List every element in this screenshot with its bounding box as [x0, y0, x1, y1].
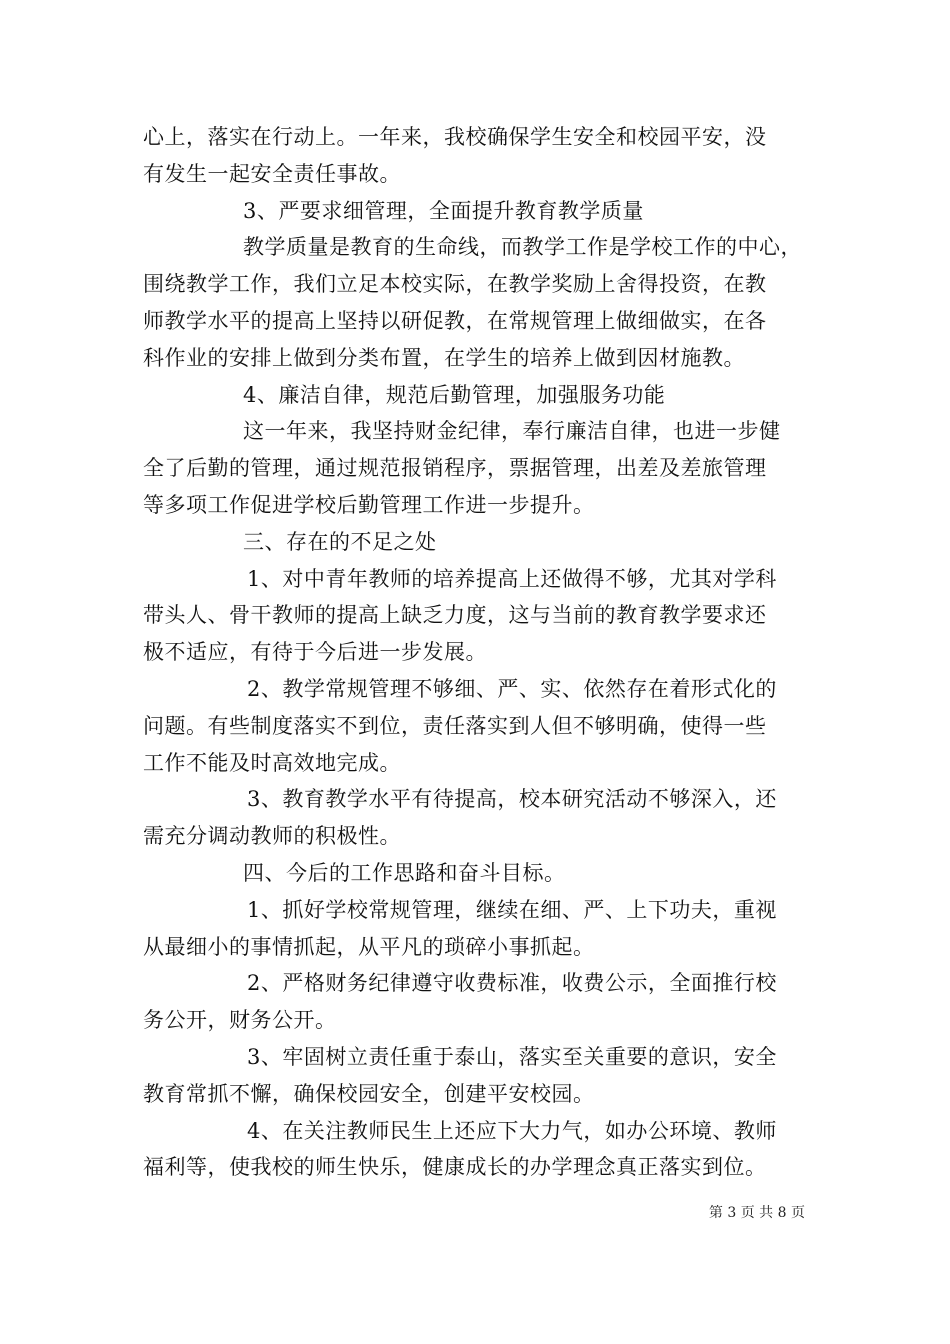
paragraph-line: 极不适应，有待于今后进一步发展。	[143, 640, 487, 665]
paragraph-line: 教育常抓不懈，确保校园安全，创建平安校园。	[143, 1081, 595, 1106]
paragraph-line: 需充分调动教师的积极性。	[143, 824, 401, 849]
paragraph-line: 围绕教学工作，我们立足本校实际，在教学奖励上舍得投资，在教	[143, 272, 767, 297]
paragraph-line: 工作不能及时高效地完成。	[143, 750, 401, 775]
section-heading: 3、严要求细管理，全面提升教育教学质量	[243, 198, 644, 223]
paragraph-line: 1、抓好学校常规管理，继续在细、严、上下功夫，重视	[247, 897, 777, 922]
section-heading: 4、廉洁自律，规范后勤管理，加强服务功能	[243, 382, 666, 407]
paragraph-line: 师教学水平的提高上坚持以研促教，在常规管理上做细做实，在各	[143, 308, 767, 333]
paragraph-line: 3、教育教学水平有待提高，校本研究活动不够深入，还	[247, 787, 777, 812]
paragraph-line: 等多项工作促进学校后勤管理工作进一步提升。	[143, 492, 595, 517]
paragraph-line: 全了后勤的管理，通过规范报销程序，票据管理，出差及差旅管理	[143, 456, 767, 481]
paragraph-line: 2、严格财务纪律遵守收费标准，收费公示，全面推行校	[247, 971, 777, 996]
paragraph-line: 务公开，财务公开。	[143, 1008, 337, 1033]
document-body	[143, 119, 813, 1186]
paragraph-line: 2、教学常规管理不够细、严、实、依然存在着形式化的	[247, 676, 777, 701]
paragraph-line: 1、对中青年教师的培养提高上还做得不够，尤其对学科	[247, 566, 777, 591]
section-heading: 三、存在的不足之处	[243, 529, 437, 554]
page-number-footer: 第 3 页 共 8 页	[708, 1205, 805, 1221]
paragraph-line: 问题。有些制度落实不到位，责任落实到人但不够明确，使得一些	[143, 713, 767, 738]
paragraph-line: 4、在关注教师民生上还应下大力气，如办公环境、教师	[247, 1118, 777, 1143]
paragraph-line: 从最细小的事情抓起，从平凡的琐碎小事抓起。	[143, 934, 595, 959]
text-line: 心上，落实在行动上。一年来，我校确保学生安全和校园平安，没	[143, 125, 767, 149]
paragraph-line: 福利等，使我校的师生快乐，健康成长的办学理念真正落实到位。	[143, 1155, 767, 1180]
paragraph-line: 这一年来，我坚持财金纪律，奉行廉洁自律，也进一步健	[243, 419, 781, 444]
text-line: 有发生一起安全责任事故。	[143, 161, 401, 186]
paragraph-line: 3、牢固树立责任重于泰山，落实至关重要的意识，安全	[247, 1044, 777, 1069]
paragraph-line: 科作业的安排上做到分类布置，在学生的培养上做到因材施教。	[143, 345, 745, 370]
section-heading: 四、今后的工作思路和奋斗目标。	[243, 860, 566, 885]
paragraph-line: 教学质量是教育的生命线，而教学工作是学校工作的中心，	[243, 235, 802, 260]
paragraph-line: 带头人、骨干教师的提高上缺乏力度，这与当前的教育教学要求还	[143, 603, 767, 628]
